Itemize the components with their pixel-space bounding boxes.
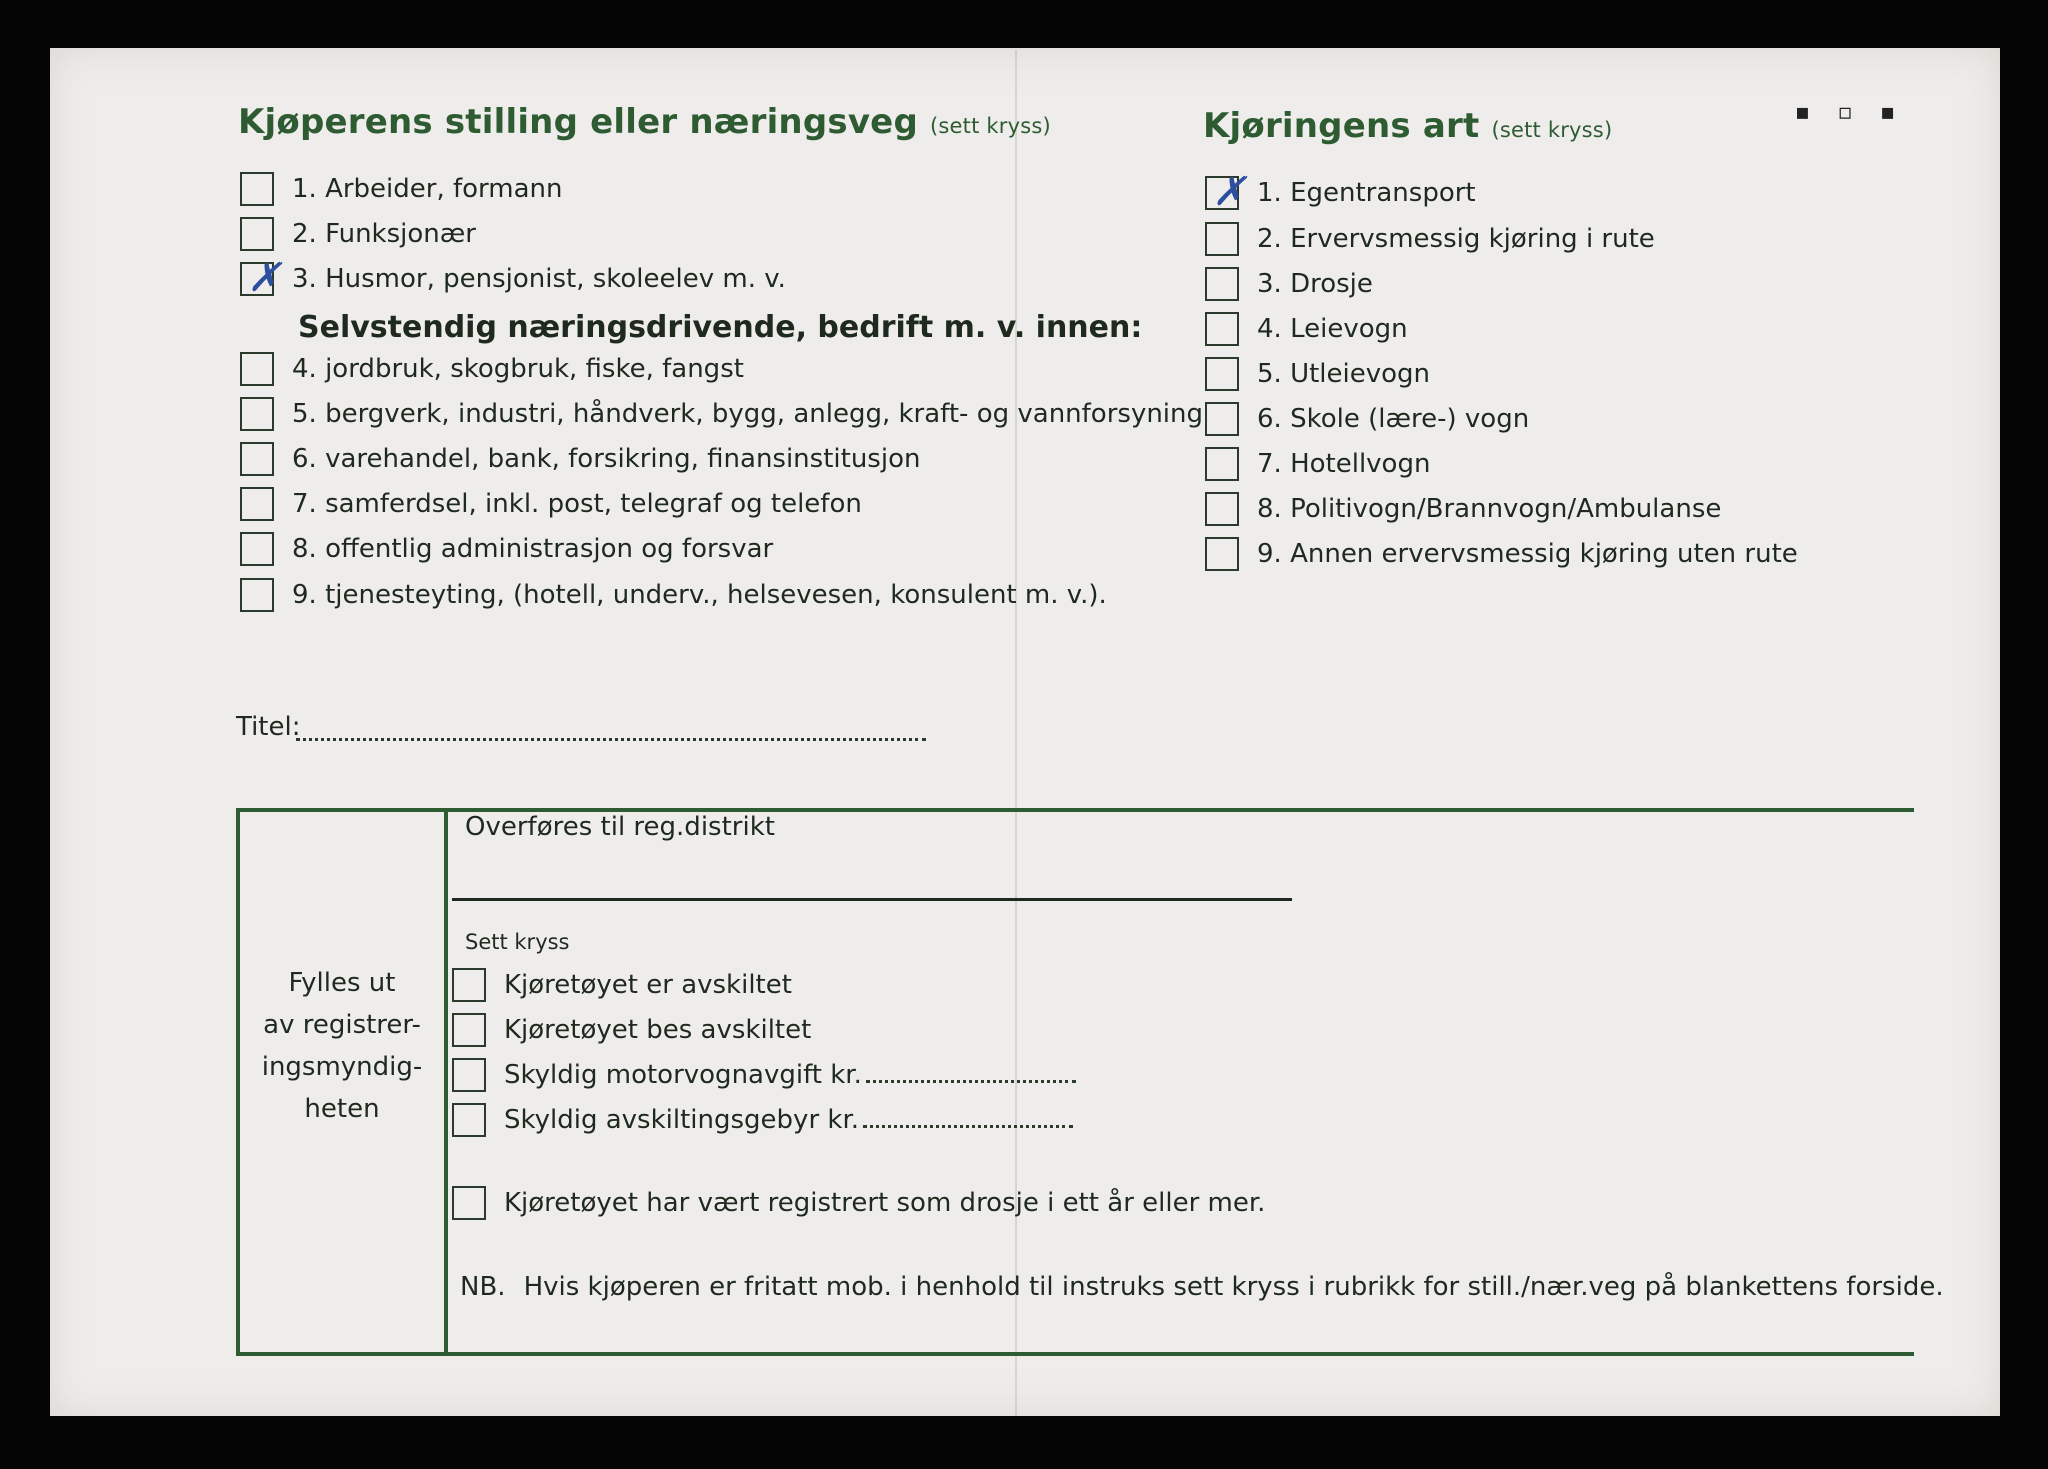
registration-check-row	[452, 1103, 1073, 1137]
checkbox[interactable]	[452, 1186, 486, 1220]
transfer-district-field[interactable]	[452, 898, 1292, 901]
checkbox[interactable]	[1205, 447, 1239, 481]
check-label: 6. Skole (lære-) vogn	[1257, 404, 1530, 434]
checkbox[interactable]	[452, 1058, 486, 1092]
driving-type-option	[1205, 447, 1430, 481]
checkbox[interactable]	[240, 442, 274, 476]
registration-authority-label	[236, 962, 448, 1130]
check-label: 4. jordbruk, skogbruk, fiske, fangst	[292, 354, 744, 384]
check-label: 8. offentlig administrasjon og forsvar	[292, 534, 774, 564]
amount-field[interactable]	[863, 1125, 1073, 1128]
checkbox[interactable]	[1205, 537, 1239, 571]
check-label: 5. bergverk, industri, håndverk, bygg, anlegg, kraft- og vannforsyning	[292, 399, 1204, 429]
driving-type-option	[1205, 357, 1430, 391]
occupation-option	[240, 532, 773, 566]
checkbox[interactable]	[240, 172, 274, 206]
titel-field[interactable]	[296, 738, 926, 741]
check-label: 9. Annen ervervsmessig kjøring uten rute	[1257, 539, 1798, 569]
check-label: Kjøretøyet har vært registrert som drosje i ett år eller mer.	[504, 1188, 1266, 1218]
side-label-line: av registrer-	[263, 1010, 421, 1040]
checkbox[interactable]	[1205, 492, 1239, 526]
buyer-occupation-heading	[238, 102, 1051, 142]
check-label: 1. Arbeider, formann	[292, 174, 563, 204]
checkbox[interactable]	[240, 397, 274, 431]
nb-label: NB.	[460, 1272, 506, 1302]
nb-text: Hvis kjøperen er fritatt mob. i henhold til instruks sett kryss i rubrikk for still./nær.veg på blankettens forside.	[523, 1272, 1944, 1302]
side-label-line: heten	[304, 1094, 380, 1124]
checkbox[interactable]	[1205, 267, 1239, 301]
side-label-line: Fylles ut	[288, 968, 396, 998]
check-label: 1. Egentransport	[1257, 178, 1476, 208]
occupation-option	[240, 578, 1107, 612]
check-instruction: Sett kryss	[465, 930, 570, 954]
checkbox[interactable]	[1205, 169, 1246, 215]
checkbox[interactable]	[1205, 357, 1239, 391]
checkbox[interactable]	[240, 487, 274, 521]
buyer-occupation-title: Kjøperens stilling eller næringsveg	[238, 102, 918, 142]
drosje-check-row	[452, 1186, 1265, 1220]
handwritten-cross-icon: ✗	[247, 255, 281, 301]
checkbox[interactable]	[240, 352, 274, 386]
occupation-option	[240, 255, 786, 301]
checkbox[interactable]	[452, 1103, 486, 1137]
checkbox[interactable]	[1205, 312, 1239, 346]
occupation-option	[240, 217, 476, 251]
registration-check-row	[452, 1058, 1076, 1092]
occupation-option	[240, 487, 862, 521]
check-label: 8. Politivogn/Brannvogn/Ambulanse	[1257, 494, 1722, 524]
check-label: 4. Leievogn	[1257, 314, 1408, 344]
driving-type-heading	[1203, 106, 1612, 146]
driving-type-option	[1205, 402, 1529, 436]
driving-type-option	[1205, 169, 1476, 215]
check-label: 9. tjenesteyting, (hotell, underv., helsevesen, konsulent m. v.).	[292, 580, 1107, 610]
side-label-line: ingsmyndig-	[261, 1052, 423, 1082]
registration-check-row	[452, 1013, 811, 1047]
heading-note: (sett kryss)	[1491, 118, 1613, 142]
driving-type-option	[1205, 492, 1721, 526]
check-label: 3. Husmor, pensjonist, skoleelev m. v.	[292, 264, 786, 294]
checkbox[interactable]	[452, 968, 486, 1002]
checkbox[interactable]	[1205, 402, 1239, 436]
driving-type-option	[1205, 222, 1655, 256]
driving-type-option	[1205, 267, 1373, 301]
occupation-option	[240, 442, 920, 476]
checkbox[interactable]	[240, 217, 274, 251]
handwritten-cross-icon: ✗	[1212, 169, 1246, 215]
occupation-option	[240, 352, 744, 386]
checkbox[interactable]	[240, 578, 274, 612]
check-label: 2. Funksjonær	[292, 219, 476, 249]
self-employed-subheading: Selvstendig næringsdrivende, bedrift m. v. innen:	[298, 310, 1143, 345]
driving-type-option	[1205, 312, 1408, 346]
heading-note: (sett kryss)	[929, 114, 1051, 138]
check-label: Skyldig avskiltingsgebyr kr.	[504, 1105, 860, 1135]
check-label: Skyldig motorvognavgift kr.	[504, 1060, 862, 1090]
transfer-district-label: Overføres til reg.distrikt	[465, 812, 775, 842]
nb-note	[460, 1272, 1944, 1302]
checkbox[interactable]	[240, 255, 281, 301]
frame-bottom-rule	[236, 1352, 1914, 1356]
checkbox[interactable]	[1205, 222, 1239, 256]
corner-mark: ▪ ▫ ▪	[1795, 100, 1906, 125]
checkbox[interactable]	[240, 532, 274, 566]
check-label: Kjøretøyet er avskiltet	[504, 970, 792, 1000]
occupation-option	[240, 172, 563, 206]
titel-label: Titel:	[236, 712, 301, 742]
check-label: 2. Ervervsmessig kjøring i rute	[1257, 224, 1655, 254]
check-label: 6. varehandel, bank, forsikring, finansinstitusjon	[292, 444, 921, 474]
driving-type-option	[1205, 537, 1798, 571]
amount-field[interactable]	[866, 1080, 1076, 1083]
check-label: 3. Drosje	[1257, 269, 1373, 299]
check-label: 5. Utleievogn	[1257, 359, 1431, 389]
check-label: Kjøretøyet bes avskiltet	[504, 1015, 812, 1045]
check-label: 7. samferdsel, inkl. post, telegraf og telefon	[292, 489, 862, 519]
registration-check-row	[452, 968, 792, 1002]
driving-type-title: Kjøringens art	[1203, 106, 1480, 146]
checkbox[interactable]	[452, 1013, 486, 1047]
check-label: 7. Hotellvogn	[1257, 449, 1431, 479]
occupation-option	[240, 397, 1203, 431]
